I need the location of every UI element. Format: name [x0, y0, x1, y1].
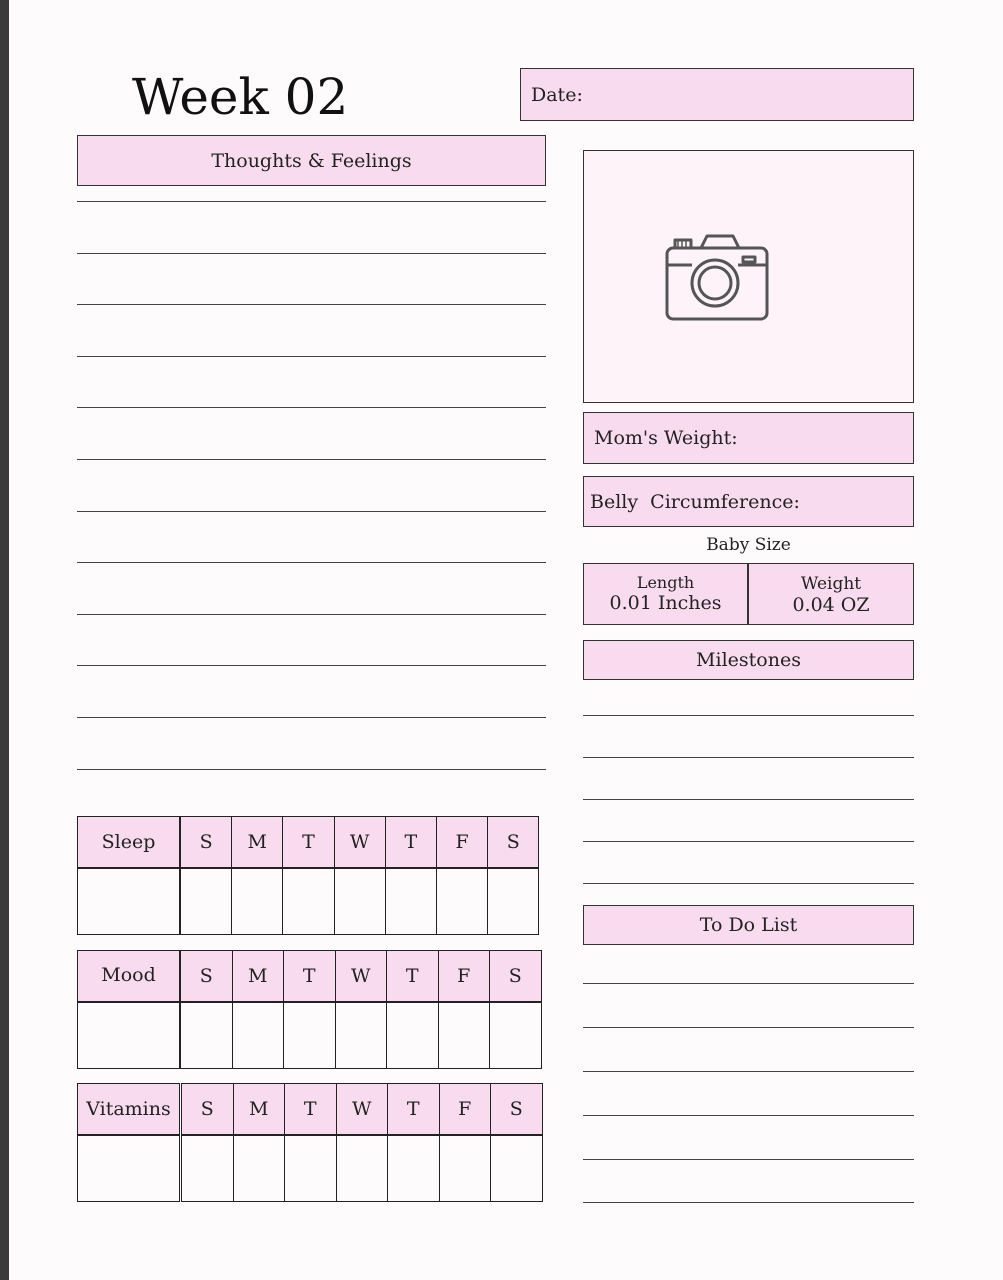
thoughts-writing-line[interactable] [77, 304, 546, 305]
baby-length-value: 0.01 Inches [609, 592, 722, 614]
mood-tracker-label: Mood [101, 964, 156, 986]
sleep-day-checkbox[interactable] [180, 868, 232, 935]
todo-writing-line[interactable] [583, 1159, 914, 1160]
mood-day-checkbox[interactable] [335, 1002, 388, 1069]
vitamins-tracker-label: Vitamins [86, 1098, 171, 1120]
thoughts-writing-line[interactable] [77, 562, 546, 563]
thoughts-writing-line[interactable] [77, 769, 546, 770]
thoughts-writing-line[interactable] [77, 717, 546, 718]
mood-day-label: S [508, 965, 522, 987]
vitamins-day-checkbox[interactable] [490, 1135, 543, 1202]
mood-day-checkbox[interactable] [489, 1002, 542, 1069]
milestone-writing-line[interactable] [583, 841, 914, 842]
vitamins-day-label: T [406, 1098, 420, 1120]
milestones-label: Milestones [696, 649, 801, 671]
sleep-day-label: S [199, 831, 213, 853]
mood-day-header [489, 950, 542, 1002]
milestone-writing-line[interactable] [583, 799, 914, 800]
milestone-writing-line[interactable] [583, 757, 914, 758]
todo-header [583, 905, 914, 945]
mood-tracker-notes-cell[interactable] [77, 1002, 180, 1069]
sleep-day-label: T [404, 831, 418, 853]
mood-day-label: F [457, 965, 471, 987]
date-label: Date: [531, 83, 583, 106]
thoughts-writing-line[interactable] [77, 407, 546, 408]
vitamins-day-label: T [303, 1098, 317, 1120]
todo-writing-line[interactable] [583, 1071, 914, 1072]
sleep-day-checkbox[interactable] [487, 868, 539, 935]
todo-writing-line[interactable] [583, 1202, 914, 1203]
vitamins-day-checkbox[interactable] [387, 1135, 440, 1202]
thoughts-writing-line[interactable] [77, 459, 546, 460]
baby-length-box [583, 563, 748, 625]
todo-label: To Do List [699, 914, 798, 936]
page-title: Week 02 [132, 68, 349, 126]
sleep-day-label: T [302, 831, 315, 853]
baby-weight-box [748, 563, 914, 625]
sleep-day-checkbox[interactable] [385, 868, 437, 935]
mood-day-checkbox[interactable] [283, 1002, 336, 1069]
milestones-header [583, 640, 914, 680]
vitamins-day-header [233, 1083, 286, 1135]
thoughts-writing-line[interactable] [77, 253, 546, 254]
thoughts-writing-line[interactable] [77, 511, 546, 512]
date-field[interactable] [520, 68, 914, 121]
vitamins-day-label: M [249, 1098, 269, 1120]
baby-weight-value: 0.04 OZ [792, 594, 870, 616]
vitamins-day-label: F [458, 1098, 472, 1120]
milestone-writing-line[interactable] [583, 883, 914, 884]
thoughts-header [77, 135, 546, 186]
vitamins-day-label: W [351, 1098, 372, 1120]
photo-box[interactable] [583, 150, 914, 403]
vitamins-day-header [439, 1083, 492, 1135]
vitamins-day-checkbox[interactable] [181, 1135, 234, 1202]
thoughts-label: Thoughts & Feelings [211, 149, 412, 172]
sleep-day-header [180, 816, 232, 868]
vitamins-tracker-label-cell [77, 1083, 180, 1135]
sleep-day-header [487, 816, 539, 868]
sleep-day-label: S [506, 831, 520, 853]
mood-day-header [180, 950, 233, 1002]
mood-day-label: S [199, 965, 213, 987]
mood-day-checkbox[interactable] [386, 1002, 439, 1069]
vitamins-tracker-notes-cell[interactable] [77, 1135, 180, 1202]
moms-weight-field[interactable] [583, 412, 914, 464]
milestone-writing-line[interactable] [583, 715, 914, 716]
thoughts-writing-line[interactable] [77, 665, 546, 666]
mood-day-checkbox[interactable] [180, 1002, 233, 1069]
mood-day-header [438, 950, 491, 1002]
todo-writing-line[interactable] [583, 983, 914, 984]
left-edge-strip [0, 0, 9, 1280]
vitamins-day-checkbox[interactable] [233, 1135, 286, 1202]
mood-day-header [386, 950, 439, 1002]
mood-day-header [232, 950, 285, 1002]
sleep-day-checkbox[interactable] [334, 868, 386, 935]
sleep-day-label: M [247, 831, 268, 853]
sleep-day-checkbox[interactable] [282, 868, 334, 935]
baby-weight-label: Weight [800, 574, 862, 594]
sleep-day-header [436, 816, 488, 868]
sleep-day-header [334, 816, 386, 868]
vitamins-day-header [387, 1083, 440, 1135]
thoughts-writing-line[interactable] [77, 356, 546, 357]
sleep-day-checkbox[interactable] [436, 868, 488, 935]
mood-tracker-label-cell [77, 950, 180, 1002]
baby-size-label: Baby Size [706, 535, 791, 555]
mood-day-checkbox[interactable] [438, 1002, 491, 1069]
vitamins-day-checkbox[interactable] [284, 1135, 337, 1202]
baby-length-label: Length [636, 573, 695, 592]
vitamins-day-header [336, 1083, 389, 1135]
vitamins-day-header [284, 1083, 337, 1135]
sleep-day-header [385, 816, 437, 868]
sleep-day-label: F [455, 831, 469, 853]
belly-circumference-field[interactable] [583, 476, 914, 527]
mood-day-header [283, 950, 336, 1002]
vitamins-day-label: S [509, 1098, 523, 1120]
thoughts-writing-line[interactable] [77, 201, 546, 202]
vitamins-day-checkbox[interactable] [439, 1135, 492, 1202]
vitamins-day-header [490, 1083, 543, 1135]
sleep-tracker-label-cell [77, 816, 180, 868]
todo-writing-line[interactable] [583, 1027, 914, 1028]
thoughts-writing-line[interactable] [77, 614, 546, 615]
camera-icon [665, 233, 769, 323]
vitamins-day-checkbox[interactable] [336, 1135, 389, 1202]
sleep-day-header [231, 816, 283, 868]
belly-circumference-label: Belly Circumference: [590, 490, 800, 513]
mood-day-label: T [302, 965, 316, 987]
sleep-day-checkbox[interactable] [231, 868, 283, 935]
mood-day-header [335, 950, 388, 1002]
vitamins-day-label: S [200, 1098, 214, 1120]
sleep-day-header [282, 816, 334, 868]
sleep-tracker-label: Sleep [101, 831, 156, 853]
todo-writing-line[interactable] [583, 1115, 914, 1116]
moms-weight-label: Mom's Weight: [594, 427, 738, 449]
mood-day-label: M [248, 965, 268, 987]
mood-day-checkbox[interactable] [232, 1002, 285, 1069]
sleep-tracker-notes-cell[interactable] [77, 868, 180, 935]
mood-day-label: W [350, 965, 371, 987]
vitamins-day-header [181, 1083, 234, 1135]
sleep-day-label: W [349, 831, 370, 853]
mood-day-label: T [405, 965, 419, 987]
